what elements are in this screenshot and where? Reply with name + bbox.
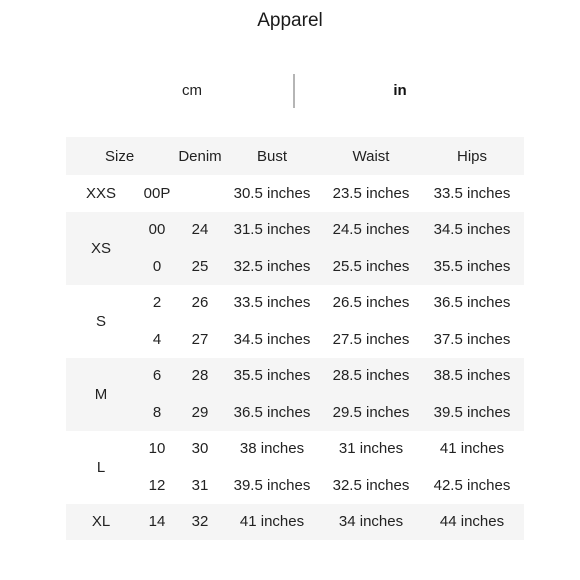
- size-number: 4: [152, 330, 162, 348]
- size-label: M: [66, 358, 136, 431]
- table-row: [66, 504, 524, 541]
- page-title: Apparel: [257, 10, 323, 31]
- waist-value: 27.5 inches: [332, 330, 410, 348]
- waist-value: 31 inches: [338, 440, 404, 458]
- denim-size: 28: [178, 358, 222, 395]
- table-row: [66, 285, 524, 322]
- hips-value: 35.5 inches: [420, 248, 524, 285]
- hips-value: 37.5 inches: [433, 330, 511, 348]
- denim-size: 29: [178, 394, 222, 431]
- waist-value: 32.5 inches: [332, 476, 410, 494]
- size-chart: [66, 137, 524, 540]
- waist-value: 24.5 inches: [322, 212, 420, 249]
- waist-value: 29.5 inches: [322, 394, 420, 431]
- waist-value: 28.5 inches: [322, 358, 420, 395]
- unit-divider: [293, 74, 295, 108]
- bust-value: 32.5 inches: [222, 248, 322, 285]
- waist-value: 34 inches: [322, 504, 420, 541]
- header-hips: Hips: [420, 137, 524, 175]
- size-number: 2: [152, 294, 162, 312]
- size-number: 00: [136, 212, 178, 249]
- size-label: XXS: [85, 184, 116, 202]
- size-label: XS: [66, 212, 136, 285]
- header-denim: Denim: [178, 137, 222, 175]
- waist-value: 25.5 inches: [322, 248, 420, 285]
- hips-value: 33.5 inches: [433, 184, 511, 202]
- hips-value: 34.5 inches: [420, 212, 524, 249]
- hips-value: 42.5 inches: [433, 476, 511, 494]
- bust-value: 34.5 inches: [233, 330, 311, 348]
- size-table-body: [66, 175, 524, 540]
- unit-in-button[interactable]: in: [393, 82, 407, 99]
- unit-cm-button[interactable]: cm: [182, 82, 202, 99]
- denim-size: 27: [191, 330, 209, 348]
- bust-value: 39.5 inches: [233, 476, 311, 494]
- size-table: [66, 137, 524, 540]
- bust-value: 41 inches: [222, 504, 322, 541]
- size-number: 10: [148, 440, 166, 458]
- size-number: 14: [136, 504, 178, 541]
- waist-value: 26.5 inches: [332, 294, 410, 312]
- header-waist: Waist: [322, 137, 420, 175]
- header-bust: Bust: [222, 137, 322, 175]
- size-number: 8: [136, 394, 178, 431]
- table-row: [66, 358, 524, 395]
- waist-value: 23.5 inches: [332, 184, 410, 202]
- size-number: 0: [136, 248, 178, 285]
- hips-value: 41 inches: [439, 440, 505, 458]
- hips-value: 36.5 inches: [433, 294, 511, 312]
- bust-value: 36.5 inches: [222, 394, 322, 431]
- size-number: 12: [148, 476, 166, 494]
- size-label: XL: [66, 504, 136, 541]
- table-row: [66, 175, 524, 212]
- denim-size: 31: [191, 476, 209, 494]
- denim-size: 26: [191, 294, 209, 312]
- bust-value: 38 inches: [239, 440, 305, 458]
- hips-value: 38.5 inches: [420, 358, 524, 395]
- bust-value: 35.5 inches: [222, 358, 322, 395]
- denim-size: 25: [178, 248, 222, 285]
- size-number: 00P: [143, 184, 171, 202]
- size-label: S: [95, 312, 106, 330]
- denim-size: 24: [178, 212, 222, 249]
- bust-value: 33.5 inches: [233, 294, 311, 312]
- denim-size: [178, 175, 222, 212]
- table-row: [66, 431, 524, 468]
- table-row: [66, 212, 524, 249]
- unit-toggle: [92, 72, 492, 110]
- bust-value: 30.5 inches: [233, 184, 311, 202]
- denim-size: 32: [178, 504, 222, 541]
- denim-size: 30: [191, 440, 209, 458]
- header-row: [66, 137, 524, 175]
- header-size: Size: [66, 137, 178, 175]
- bust-value: 31.5 inches: [222, 212, 322, 249]
- hips-value: 39.5 inches: [420, 394, 524, 431]
- hips-value: 44 inches: [420, 504, 524, 541]
- size-number: 6: [136, 358, 178, 395]
- size-label: L: [96, 458, 106, 476]
